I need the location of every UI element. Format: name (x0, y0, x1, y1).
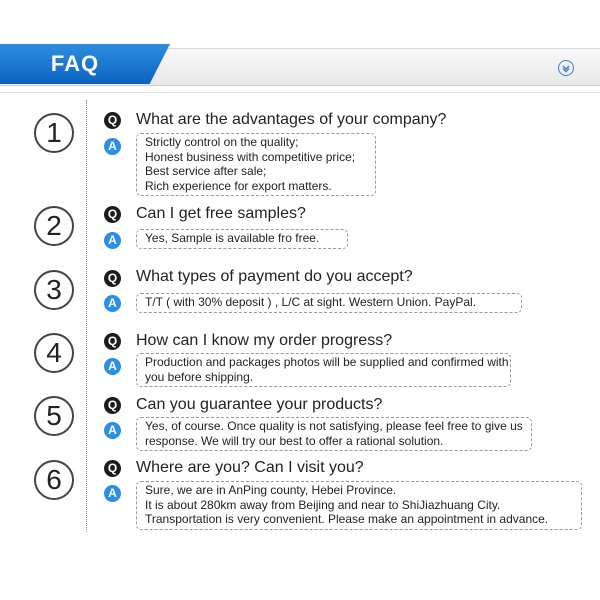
answer-badge: A (104, 358, 121, 375)
answer-line: you before shipping. (145, 369, 254, 384)
answer-line: Rich experience for export matters. (145, 178, 332, 193)
question-text: Where are you? Can I visit you? (136, 459, 364, 476)
question-text: How can I know my order progress? (136, 332, 393, 349)
answer-badge: A (104, 422, 121, 439)
item-number: 6 (34, 460, 74, 500)
vertical-divider (86, 100, 87, 532)
answer-box (136, 133, 376, 196)
chevron-down-icon[interactable] (558, 60, 574, 76)
answer-box (136, 229, 348, 249)
answer-line: response. We will try our best to offer a rational solution. (145, 433, 444, 448)
question-text: Can I get free samples? (136, 205, 306, 222)
item-number: 4 (34, 333, 74, 373)
item-number: 5 (34, 396, 74, 436)
answer-badge: A (104, 138, 121, 155)
question-badge: Q (104, 397, 121, 414)
answer-line: Transportation is very convenient. Please make an appointment in advance. (145, 512, 549, 526)
answer-line: Yes, of course. Once quality is not satisfying, please feel free to give us (145, 419, 523, 433)
answer-box (136, 417, 532, 451)
answer-badge: A (104, 295, 121, 312)
answer-badge: A (104, 485, 121, 502)
question-badge: Q (104, 460, 121, 477)
item-number: 2 (34, 206, 74, 246)
answer-line: Strictly control on the quality; (145, 135, 299, 149)
answer-line: Production and packages photos will be supplied and confirmed with (145, 355, 509, 369)
answer-line: Best service after sale; (145, 164, 267, 178)
answer-box (136, 353, 511, 387)
answer-line: Sure, we are in AnPing county, Hebei Province. (145, 483, 397, 497)
question-badge: Q (104, 270, 121, 287)
answer-line: It is about 280km away from Beijing and near to ShiJiazhuang City. (145, 497, 501, 512)
question-badge: Q (104, 206, 121, 223)
answer-line: Honest business with competitive price; (145, 149, 356, 164)
item-number: 3 (34, 270, 74, 310)
question-text: What types of payment do you accept? (136, 268, 413, 285)
item-number: 1 (34, 113, 74, 153)
question-text: What are the advantages of your company? (136, 111, 447, 128)
question-badge: Q (104, 112, 121, 129)
question-text: Can you guarantee your products? (136, 396, 383, 413)
question-badge: Q (104, 333, 121, 350)
page-title: FAQ (50, 51, 100, 76)
answer-box (136, 481, 582, 530)
answer-line: Yes, Sample is available fro free. (145, 231, 320, 245)
answer-badge: A (104, 232, 121, 249)
answer-line: T/T ( with 30% deposit ) , L/C at sight. Western Union. PayPal. (145, 295, 477, 309)
divider (0, 92, 600, 93)
answer-box (136, 293, 522, 313)
